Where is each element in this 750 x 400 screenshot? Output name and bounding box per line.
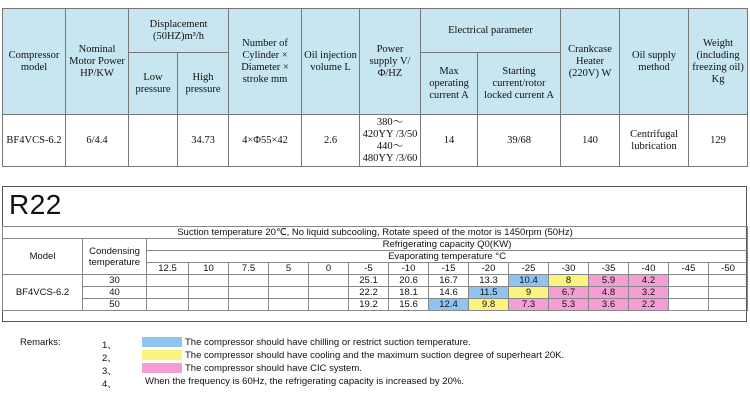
cell-low-pressure bbox=[129, 115, 178, 167]
evap-temp-header: -50 bbox=[709, 263, 748, 275]
capacity-cell: 6.7 bbox=[549, 287, 589, 299]
header-power: Nominal Motor Power HP/KW bbox=[66, 9, 129, 115]
capacity-cell: 25.1 bbox=[349, 275, 389, 287]
capacity-cell: 8 bbox=[549, 275, 589, 287]
capacity-cell: 9.8 bbox=[469, 299, 509, 311]
cell-cylinder: 4×Φ55×42 bbox=[229, 115, 302, 167]
capacity-cell bbox=[229, 275, 269, 287]
capacity-cell bbox=[309, 275, 349, 287]
capacity-cell bbox=[709, 275, 748, 287]
remark-number: 3、 bbox=[102, 366, 117, 377]
capacity-cell bbox=[269, 299, 309, 311]
capacity-cell bbox=[669, 287, 709, 299]
evap-temp-header: -30 bbox=[549, 263, 589, 275]
capacity-cell: 15.6 bbox=[389, 299, 429, 311]
remark-swatch-blue bbox=[142, 337, 182, 347]
r22-evaporating-header: Evaporating temperature °C bbox=[147, 251, 748, 263]
cell-oil-volume: 2.6 bbox=[302, 115, 360, 167]
capacity-cell bbox=[147, 299, 189, 311]
evap-temp-header: 7.5 bbox=[229, 263, 269, 275]
capacity-cell bbox=[309, 287, 349, 299]
capacity-cell: 22.2 bbox=[349, 287, 389, 299]
evap-temp-header: -25 bbox=[509, 263, 549, 275]
capacity-cell bbox=[189, 287, 229, 299]
capacity-cell bbox=[269, 275, 309, 287]
condensing-temp-cell: 50 bbox=[83, 299, 147, 311]
header-low-pressure: Low pressure bbox=[129, 53, 178, 115]
r22-panel bbox=[2, 186, 747, 322]
evap-temp-header: -5 bbox=[349, 263, 389, 275]
header-weight: Weight (including freezing oil) Kg bbox=[689, 9, 748, 115]
capacity-cell bbox=[269, 287, 309, 299]
remark-text: The compressor should have CIC system. bbox=[185, 363, 362, 374]
capacity-cell: 19.2 bbox=[349, 299, 389, 311]
cell-oil-method: Centrifugal lubrication bbox=[620, 115, 689, 167]
r22-note: Suction temperature 20℃, No liquid subcooling, Rotate speed of the motor is 1450rpm (50Hz) bbox=[3, 227, 748, 239]
header-electrical: Electrical parameter bbox=[421, 9, 561, 53]
header-starting-current: Starting current/rotor locked current A bbox=[478, 53, 561, 115]
capacity-cell: 11.5 bbox=[469, 287, 509, 299]
capacity-cell: 2.2 bbox=[629, 299, 669, 311]
capacity-cell: 5.9 bbox=[589, 275, 629, 287]
capacity-cell bbox=[229, 299, 269, 311]
r22-capacity-table bbox=[2, 226, 748, 311]
evap-temp-header: -40 bbox=[629, 263, 669, 275]
remark-text: The compressor should have cooling and the maximum suction degree of superheart 20K. bbox=[185, 350, 565, 361]
capacity-cell bbox=[147, 275, 189, 287]
remark-text: The compressor should have chilling or restrict suction temperature. bbox=[185, 337, 471, 348]
header-power-supply: Power supply V/Φ/HZ bbox=[360, 9, 421, 115]
header-displacement: Displacement (50HZ)m³/h bbox=[129, 9, 229, 53]
capacity-cell: 18.1 bbox=[389, 287, 429, 299]
remark-swatch-yellow bbox=[142, 350, 182, 360]
r22-condensing-header: Condensing temperature bbox=[83, 239, 147, 275]
header-crankcase: Crankcase Heater (220V) W bbox=[561, 9, 620, 115]
condensing-temp-cell: 30 bbox=[83, 275, 147, 287]
remark-text: When the frequency is 60Hz, the refrigerating capacity is increased by 20%. bbox=[145, 376, 464, 387]
header-oil-volume: Oil injection volume L bbox=[302, 9, 360, 115]
capacity-cell bbox=[147, 287, 189, 299]
capacity-cell: 3.6 bbox=[589, 299, 629, 311]
condensing-temp-cell: 40 bbox=[83, 287, 147, 299]
remark-number: 2、 bbox=[102, 353, 117, 364]
capacity-cell: 16.7 bbox=[429, 275, 469, 287]
evap-temp-header: -35 bbox=[589, 263, 629, 275]
capacity-cell: 20.6 bbox=[389, 275, 429, 287]
capacity-cell bbox=[229, 287, 269, 299]
remarks-label: Remarks: bbox=[20, 337, 61, 348]
r22-model-cell: BF4VCS-6.2 bbox=[3, 275, 83, 311]
evap-temp-header: 10 bbox=[189, 263, 229, 275]
capacity-cell: 3.2 bbox=[629, 287, 669, 299]
capacity-cell bbox=[709, 299, 748, 311]
capacity-cell: 10.4 bbox=[509, 275, 549, 287]
remark-number: 4、 bbox=[102, 379, 117, 390]
capacity-cell: 5.3 bbox=[549, 299, 589, 311]
cell-weight: 129 bbox=[689, 115, 748, 167]
capacity-cell bbox=[669, 275, 709, 287]
capacity-cell: 7.3 bbox=[509, 299, 549, 311]
evap-temp-header: 5 bbox=[269, 263, 309, 275]
cell-power: 6/4.4 bbox=[66, 115, 129, 167]
header-high-pressure: High pressure bbox=[178, 53, 229, 115]
capacity-cell: 9 bbox=[509, 287, 549, 299]
capacity-cell: 4.2 bbox=[629, 275, 669, 287]
header-cylinder: Number of Cylinder × Diameter × stroke mm bbox=[229, 9, 302, 115]
remark-number: 1、 bbox=[102, 340, 117, 351]
remark-swatch-pink bbox=[142, 363, 182, 373]
evap-temp-header: -15 bbox=[429, 263, 469, 275]
evap-temp-header: 12.5 bbox=[147, 263, 189, 275]
cell-power-supply: 380～420YY /3/50 440～480YY /3/60 bbox=[360, 115, 421, 167]
capacity-cell: 4.8 bbox=[589, 287, 629, 299]
capacity-cell: 13.3 bbox=[469, 275, 509, 287]
cell-model: BF4VCS-6.2 bbox=[3, 115, 66, 167]
evap-temp-header: -20 bbox=[469, 263, 509, 275]
spec-table bbox=[2, 8, 748, 167]
evap-temp-header: -10 bbox=[389, 263, 429, 275]
header-max-current: Max operating current A bbox=[421, 53, 478, 115]
r22-title: R22 bbox=[9, 189, 62, 220]
cell-crankcase: 140 bbox=[561, 115, 620, 167]
cell-starting-current: 39/68 bbox=[478, 115, 561, 167]
capacity-cell: 14.6 bbox=[429, 287, 469, 299]
capacity-cell bbox=[709, 287, 748, 299]
capacity-cell bbox=[189, 299, 229, 311]
r22-capacity-header: Refrigerating capacity Q0(KW) bbox=[147, 239, 748, 251]
evap-temp-header: 0 bbox=[309, 263, 349, 275]
capacity-cell: 12.4 bbox=[429, 299, 469, 311]
capacity-cell bbox=[669, 299, 709, 311]
header-model: Compressor model bbox=[3, 9, 66, 115]
cell-max-current: 14 bbox=[421, 115, 478, 167]
header-oil-method: Oil supply method bbox=[620, 9, 689, 115]
cell-high-pressure: 34.73 bbox=[178, 115, 229, 167]
capacity-cell bbox=[189, 275, 229, 287]
capacity-cell bbox=[309, 299, 349, 311]
r22-model-header: Model bbox=[3, 239, 83, 275]
evap-temp-header: -45 bbox=[669, 263, 709, 275]
